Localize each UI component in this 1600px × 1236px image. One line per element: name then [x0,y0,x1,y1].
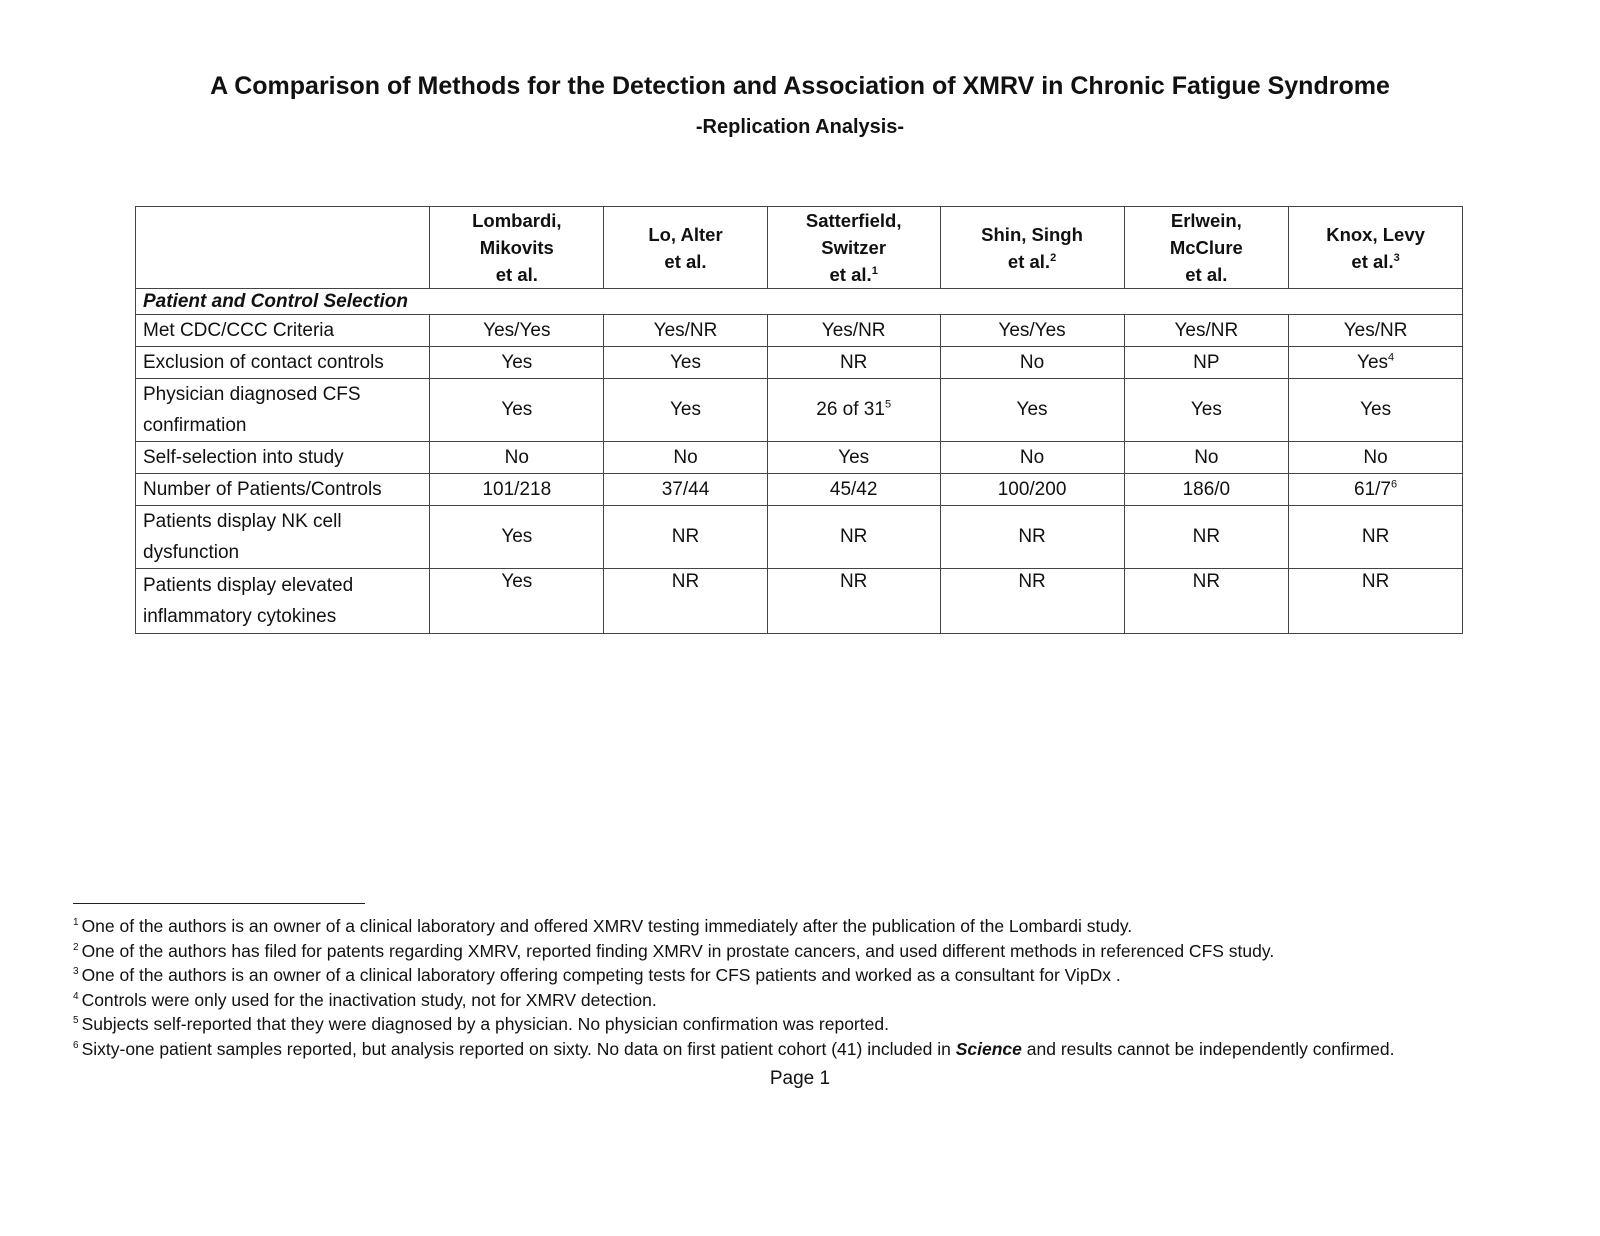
table-cell: Yes/Yes [430,315,604,347]
table-row [136,315,1463,347]
page-number: Page 1 [769,1068,831,1089]
table-cell: NR [1289,569,1463,634]
header-corner [136,207,430,289]
table-cell: 186/0 [1124,474,1289,506]
table-cell: Yes [430,379,604,442]
table-cell: NR [1289,506,1463,569]
table-cell: Yes/Yes [940,315,1124,347]
section-heading: Patient and Control Selection [136,289,1463,315]
table-cell: 37/44 [604,474,768,506]
table-cell: Yes [430,569,604,634]
table-cell: Yes [940,379,1124,442]
section-row [136,289,1463,315]
row-label: Patients display elevated inflammatory cytokines [136,569,430,634]
header-col-2: Lo, Alter et al. [604,207,768,289]
table-cell: NR [940,569,1124,634]
row-label: Met CDC/CCC Criteria [136,315,430,347]
document-subtitle: -Replication Analysis- [695,116,905,138]
footnote: $^6$ Sixty-one patient samples reported, but analysis reported on sixty. No data on first patient cohort (41) included in Science and results cannot be independently confirmed. [73,1038,1395,1059]
table-row [136,569,1463,634]
table-row [136,474,1463,506]
table-row [136,442,1463,474]
table-cell: Yes [1124,379,1289,442]
table-cell: NR [604,569,768,634]
table-cell: Yes/NR [1289,315,1463,347]
footnotes [73,914,1573,1061]
table-cell: No [940,442,1124,474]
header-col-4: Shin, Singh et al.$^2$ [940,207,1124,289]
footnote: $^1$ One of the authors is an owner of a clinical laboratory and offered XMRV testing immediately after the publication of the Lombardi study. [73,916,1133,936]
table-cell: NP [1124,347,1289,379]
table-cell: Yes/NR [767,315,940,347]
table-cell: No [940,347,1124,379]
row-label: Self-selection into study [136,442,430,474]
table-cell: No [1289,442,1463,474]
table-cell: Yes/NR [1124,315,1289,347]
header-col-6: Knox, Levy et al.$^3$ [1289,207,1463,289]
footnote: $^2$ One of the authors has filed for patents regarding XMRV, reported finding XMRV in prostate cancers, and used different methods in referenced CFS study. [73,940,1275,961]
header-col-5: Erlwein, McClure et al. [1124,207,1289,289]
table-cell: $61/7^6$ [1289,474,1463,506]
document-title: A Comparison of Methods for the Detection and Association of XMRV in Chronic Fatigue Syndrome [210,72,1390,100]
table-cell: 26 of $31^5$ [767,379,940,442]
table-cell: Yes [430,506,604,569]
table-cell: NR [604,506,768,569]
footnote: $^5$ Subjects self-reported that they were diagnosed by a physician. No physician confirmation was reported. [73,1014,889,1034]
table-cell: Yes [1289,379,1463,442]
table-cell: NR [767,569,940,634]
header-row [136,207,1463,289]
table-cell: NR [1124,569,1289,634]
table-cell: 100/200 [940,474,1124,506]
table-row [136,379,1463,442]
table-cell: Yes [604,347,768,379]
row-label: Patients display NK cell dysfunction [136,506,430,569]
table-cell: NR [767,347,940,379]
footnote-divider [73,903,365,904]
footnote: $^3$ One of the authors is an owner of a clinical laboratory offering competing tests for CFS patients and worked as a consultant for VipDx . [73,965,1121,985]
table-cell: No [1124,442,1289,474]
header-col-1: Lombardi, Mikovits et al. [430,207,604,289]
table-cell: Yes$^4$ [1289,347,1463,379]
table-row [136,347,1463,379]
row-label: Physician diagnosed CFS confirmation [136,379,430,442]
table-cell: Yes [604,379,768,442]
table-cell: 101/218 [430,474,604,506]
header-col-3: Satterfield, Switzer et al.$^1$ [767,207,940,289]
table-cell: Yes [430,347,604,379]
table-cell: 45/42 [767,474,940,506]
table-cell: NR [1124,506,1289,569]
row-label: Exclusion of contact controls [136,347,430,379]
table-cell: NR [767,506,940,569]
comparison-table [135,206,1463,634]
table-cell: NR [940,506,1124,569]
table-cell: Yes/NR [604,315,768,347]
table-cell: Yes [767,442,940,474]
row-label: Number of Patients/Controls [136,474,430,506]
table-cell: No [430,442,604,474]
footnote: $^4$ Controls were only used for the inactivation study, not for XMRV detection. [73,989,657,1010]
table-cell: No [604,442,768,474]
table-row [136,506,1463,569]
